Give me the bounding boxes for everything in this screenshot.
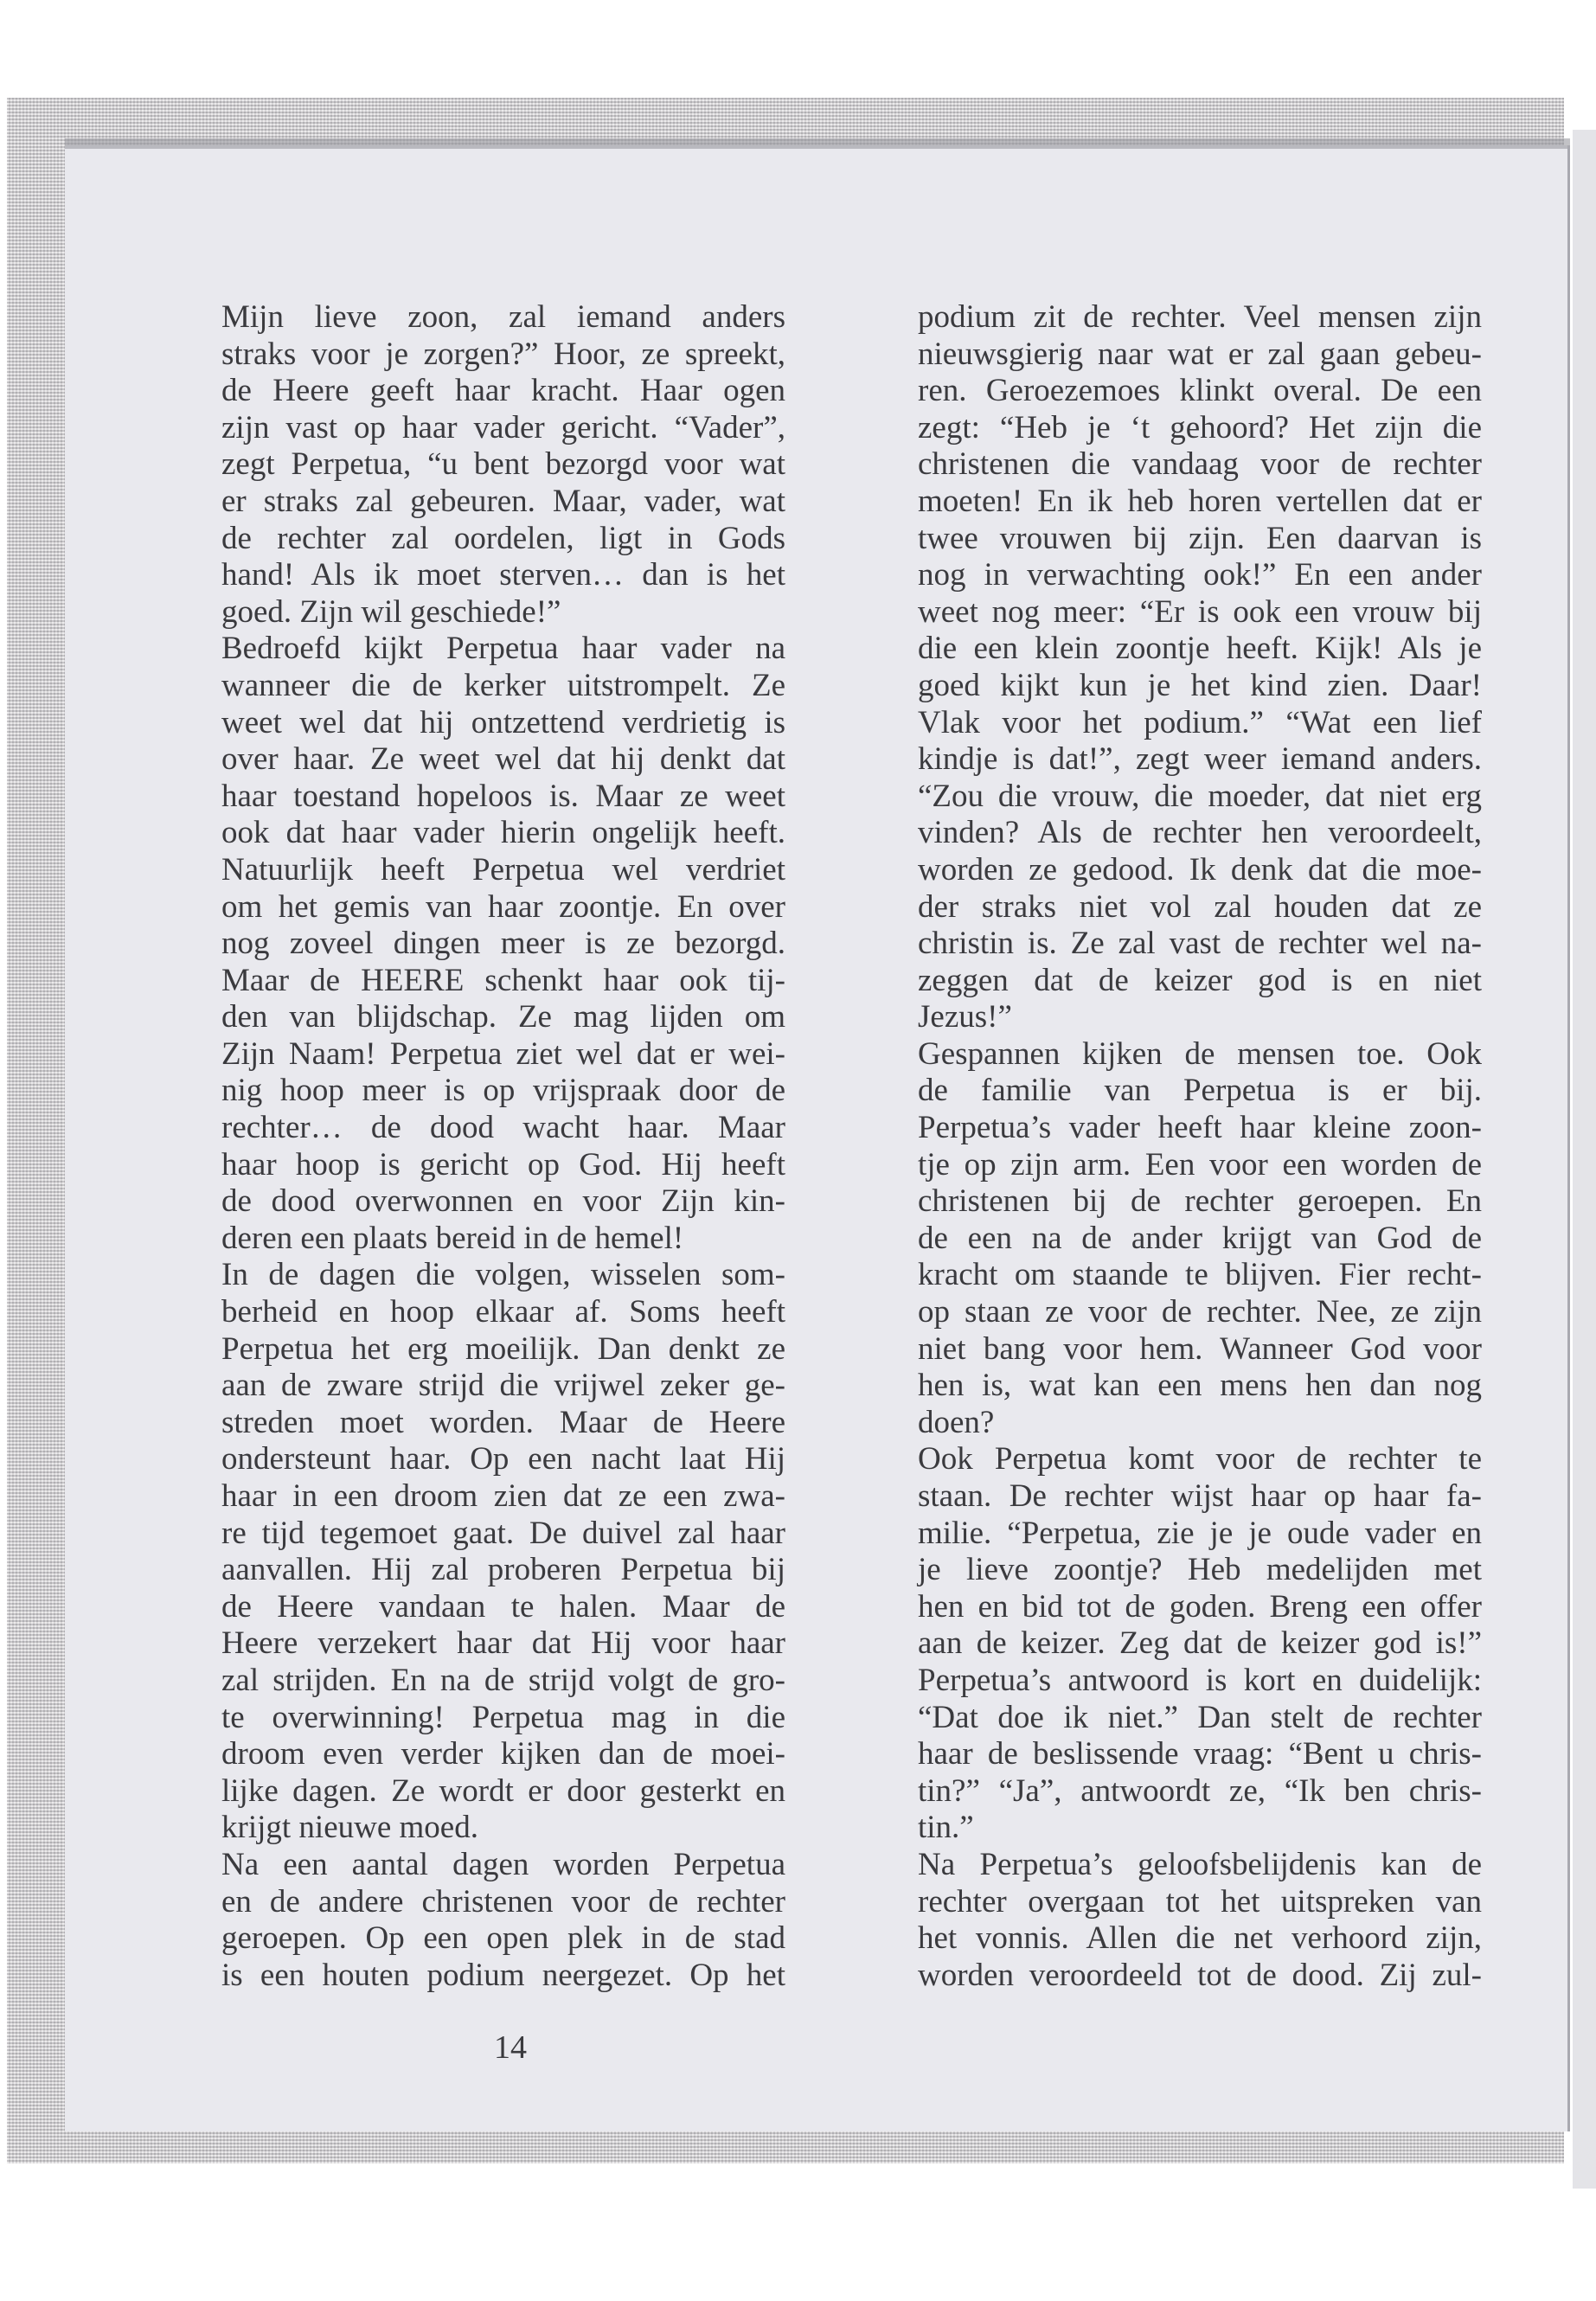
binding-shadow [65, 138, 1570, 149]
text-line: Na Perpetua’s geloofsbelijdenis kan de [918, 1846, 1482, 1882]
text-line: wanneer die de kerker uitstrompelt. Ze [221, 667, 785, 703]
text-line: Jezus!” [918, 999, 1012, 1035]
text-line: nog zoveel dingen meer is ze bezorgd. [221, 926, 785, 962]
text-line: vinden? Als de rechter hen veroordeelt, [918, 815, 1482, 851]
text-line: ren. Geroezemoes klinkt overal. De een [918, 373, 1482, 409]
text-line: aan de keizer. Zeg dat de keizer god is!” [918, 1625, 1482, 1662]
text-line: die een klein zoontje heeft. Kijk! Als je [918, 631, 1482, 667]
text-line: krijgt nieuwe moed. [221, 1810, 478, 1846]
text-line: Perpetua’s vader heeft haar kleine zoon- [918, 1110, 1482, 1146]
text-line: zal strijden. En na de strijd volgt de gro- [221, 1662, 785, 1698]
right-text-column [918, 299, 1482, 1994]
text-line: Perpetua het erg moeilijk. Dan denkt ze [221, 1330, 785, 1367]
text-line: rechter… de dood wacht haar. Maar [221, 1110, 785, 1146]
text-line: rechter overgaan tot het uitspreken van [918, 1883, 1482, 1920]
adjacent-page-edge [1573, 130, 1596, 2189]
text-line: In de dagen die volgen, wisselen som- [221, 1257, 785, 1293]
text-line: hen en bid tot de goden. Breng een offer [918, 1588, 1482, 1625]
text-line: christenen bij de rechter geroepen. En [918, 1183, 1482, 1220]
text-line: de een na de ander krijgt van God de [918, 1220, 1482, 1256]
text-line: Vlak voor het podium.” “Wat een lief [918, 704, 1482, 740]
page-number: 14 [494, 2029, 527, 2066]
text-line: berheid en hoop elkaar af. Soms heeft [221, 1294, 785, 1330]
text-line: Maar de HEERE schenkt haar ook tij- [221, 962, 785, 998]
text-line: worden ze gedood. Ik denk dat die moe- [918, 851, 1482, 888]
text-line: te overwinning! Perpetua mag in die [221, 1699, 785, 1735]
page-edge-line [1567, 145, 1570, 2131]
text-line: is een houten podium neergezet. Op het [221, 1957, 785, 1993]
text-line: zijn vast op haar vader gericht. “Vader”, [221, 409, 785, 445]
text-line: streden moet worden. Maar de Heere [221, 1404, 785, 1440]
text-line: hand! Als ik moet sterven… dan is het [221, 557, 785, 593]
text-line: goed kijkt kun je het kind zien. Daar! [918, 667, 1482, 703]
text-line: doen? [918, 1404, 995, 1440]
text-line: haar toestand hopeloos is. Maar ze weet [221, 778, 785, 814]
text-line: niet bang voor hem. Wanneer God voor [918, 1330, 1482, 1367]
text-line: der straks niet vol zal houden dat ze [918, 888, 1482, 925]
text-line: Ook Perpetua komt voor de rechter te [918, 1441, 1482, 1477]
text-line: nig hoop meer is op vrijspraak door de [221, 1073, 785, 1109]
text-line: lijke dagen. Ze wordt er door gesterkt en [221, 1772, 785, 1809]
text-line: de rechter zal oordelen, ligt in Gods [221, 520, 785, 556]
text-line: droom even verder kijken dan de moei- [221, 1736, 785, 1772]
text-line: kindje is dat!”, zegt weer iemand anders. [918, 741, 1482, 778]
text-line: Na een aantal dagen worden Perpetua [221, 1846, 785, 1882]
text-line: nieuwsgierig naar wat er zal gaan gebeu- [918, 336, 1482, 372]
text-line: zeggen dat de keizer god is en niet [918, 962, 1482, 998]
text-line: milie. “Perpetua, zie je je oude vader en [918, 1515, 1482, 1551]
text-line: worden veroordeeld tot de dood. Zij zul- [918, 1957, 1482, 1993]
text-line: zegt Perpetua, “u bent bezorgd voor wat [221, 446, 785, 483]
text-line: je lieve zoontje? Heb medelijden met [918, 1552, 1482, 1588]
text-line: ondersteunt haar. Op een nacht laat Hij [221, 1441, 785, 1477]
text-line: de Heere geeft haar kracht. Haar ogen [221, 373, 785, 409]
text-line: deren een plaats bereid in de hemel! [221, 1220, 684, 1256]
text-line: “Zou die vrouw, die moeder, dat niet erg [918, 778, 1482, 814]
text-line: Perpetua’s antwoord is kort en duidelijk: [918, 1662, 1482, 1698]
text-line: christin is. Ze zal vast de rechter wel na- [918, 926, 1482, 962]
text-line: er straks zal gebeuren. Maar, vader, wat [221, 483, 785, 519]
text-line: Natuurlijk heeft Perpetua wel verdriet [221, 851, 785, 888]
text-line: de dood overwonnen en voor Zijn kin- [221, 1183, 785, 1220]
text-line: kracht om staande te blijven. Fier recht- [918, 1257, 1482, 1293]
text-line: Heere verzekert haar dat Hij voor haar [221, 1625, 785, 1662]
text-line: tin.” [918, 1810, 974, 1846]
text-line: Bedroefd kijkt Perpetua haar vader na [221, 631, 785, 667]
text-line: christenen die vandaag voor de rechter [918, 446, 1482, 483]
text-line: aan de zware strijd die vrijwel zeker ge- [221, 1368, 785, 1404]
text-line: moeten! En ik heb horen vertellen dat er [918, 483, 1482, 519]
text-line: de Heere vandaan te halen. Maar de [221, 1588, 785, 1625]
text-line: en de andere christenen voor de rechter [221, 1883, 785, 1920]
text-line: straks voor je zorgen?” Hoor, ze spreekt, [221, 336, 785, 372]
text-line: het vonnis. Allen die net verhoord zijn, [918, 1920, 1482, 1957]
text-line: de familie van Perpetua is er bij. [918, 1073, 1482, 1109]
text-line: haar hoop is gericht op God. Hij heeft [221, 1146, 785, 1183]
text-line: Zijn Naam! Perpetua ziet wel dat er wei- [221, 1035, 785, 1072]
text-line: nog in verwachting ook!” En een ander [918, 557, 1482, 593]
text-line: twee vrouwen bij zijn. Een daarvan is [918, 520, 1482, 556]
text-line: zegt: “Heb je ‘t gehoord? Het zijn die [918, 409, 1482, 445]
text-line: haar in een droom zien dat ze een zwa- [221, 1478, 785, 1514]
text-line: Gespannen kijken de mensen toe. Ook [918, 1035, 1482, 1072]
text-line: over haar. Ze weet wel dat hij denkt dat [221, 741, 785, 778]
text-line: “Dat doe ik niet.” Dan stelt de rechter [918, 1699, 1482, 1735]
text-line: staan. De rechter wijst haar op haar fa- [918, 1478, 1482, 1514]
text-line: om het gemis van haar zoontje. En over [221, 888, 785, 925]
text-line: podium zit de rechter. Veel mensen zijn [918, 299, 1482, 335]
left-text-column [221, 299, 785, 1994]
text-line: aanvallen. Hij zal proberen Perpetua bij [221, 1552, 785, 1588]
text-line: hen is, wat kan een mens hen dan nog [918, 1368, 1482, 1404]
text-line: geroepen. Op een open plek in de stad [221, 1920, 785, 1957]
text-line: tin?” “Ja”, antwoordt ze, “Ik ben chris- [918, 1772, 1482, 1809]
text-line: weet nog meer: “Er is ook een vrouw bij [918, 593, 1482, 630]
text-line: weet wel dat hij ontzettend verdrietig is [221, 704, 785, 740]
text-line: re tijd tegemoet gaat. De duivel zal haar [221, 1515, 785, 1551]
text-line: ook dat haar vader hierin ongelijk heeft. [221, 815, 785, 851]
text-line: tje op zijn arm. Een voor een worden de [918, 1146, 1482, 1183]
text-line: Mijn lieve zoon, zal iemand anders [221, 299, 785, 335]
text-line: goed. Zijn wil geschiede!” [221, 593, 561, 630]
text-line: haar de beslissende vraag: “Bent u chris- [918, 1736, 1482, 1772]
text-line: den van blijdschap. Ze mag lijden om [221, 999, 785, 1035]
text-line: op staan ze voor de rechter. Nee, ze zijn [918, 1294, 1482, 1330]
